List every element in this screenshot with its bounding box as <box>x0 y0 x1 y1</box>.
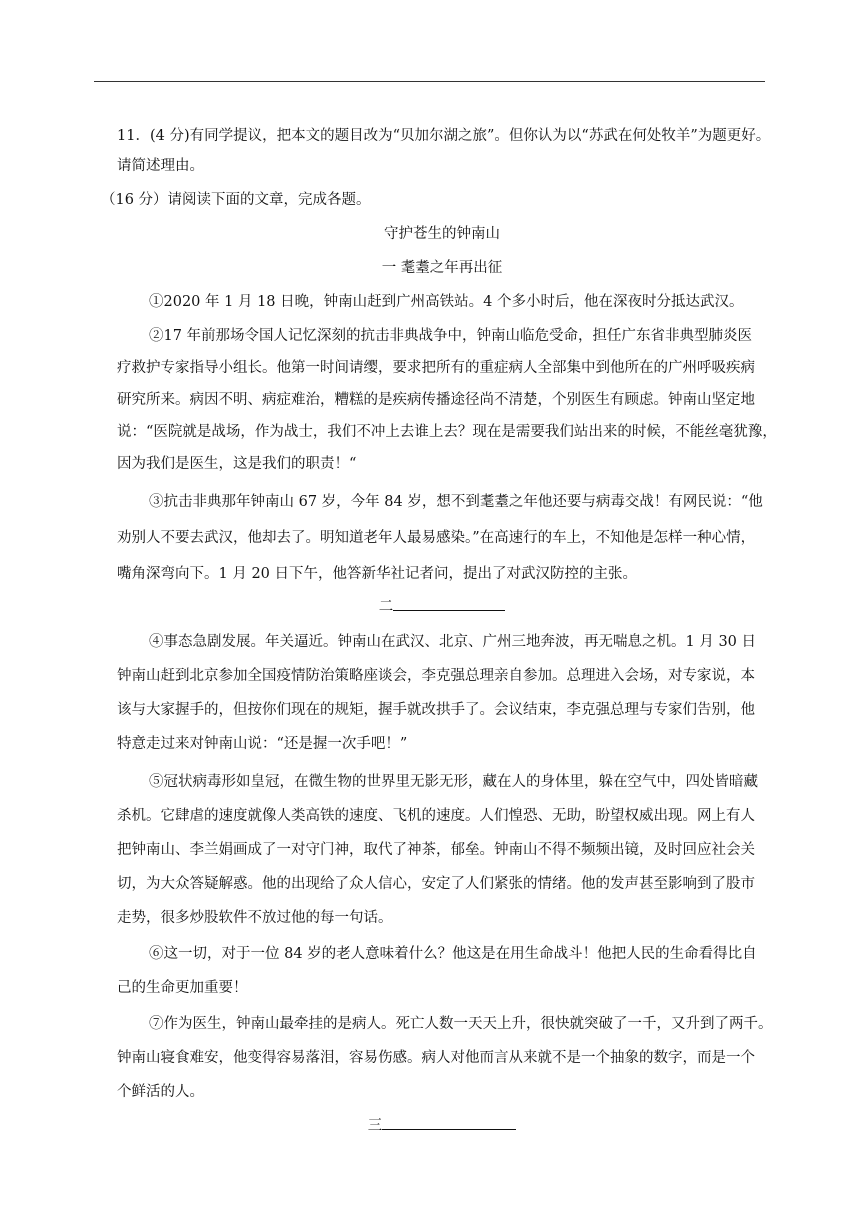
paragraph-3-line: 嘴角深弯向下。1 月 20 日下午，他答新华社记者问，提出了对武汉防控的主张。 <box>117 566 638 582</box>
paragraph-2-line: 说：“医院就是战场，作为战士，我们不冲上去谁上去？现在是需要我们站出来的时候，不能丝毫犹豫， <box>117 424 777 440</box>
part-3-label: 三 <box>367 1118 383 1134</box>
paragraph-6-line: ⑥这一切，对于一位 84 岁的老人意味着什么？他这是在用生命战斗！他把人民的生命看得比自 <box>149 946 757 962</box>
paragraph-7-line: 个鲜活的人。 <box>117 1084 204 1100</box>
paragraph-5-line: 杀机。它肆虐的速度就像人类高铁的速度、飞机的速度。人们惶恐、无助，盼望权威出现。网上有人 <box>117 808 755 824</box>
paragraph-2-line: 研究所来。病因不明、病症难治，糟糕的是疾病传播途径尚不清楚，个别医生有顾虑。钟南山坚定地 <box>117 392 755 408</box>
part-1-heading: 一 耄耋之年再出征 <box>381 260 503 276</box>
article-title: 守护苍生的钟南山 <box>384 226 500 242</box>
paragraph-2-line: 疗救护专家指导小组长。他第一时间请缨，要求把所有的重症病人全部集中到他所在的广州呼吸疾病 <box>117 360 755 376</box>
header-rule <box>94 81 765 82</box>
paragraph-7-line: ⑦作为医生，钟南山最牵挂的是病人。死亡人数一天天上升，很快就突破了一千，又升到了两千。 <box>149 1016 773 1032</box>
question-11-line-1: 11．(4 分)有同学提议，把本文的题目改为“贝加尔湖之旅”。但你认为以“苏武在何处牧羊”为题更好。 <box>117 128 771 144</box>
paragraph-5-line: ⑤冠状病毒形如皇冠，在微生物的世界里无影无形，藏在人的身体里，躲在空气中，四处皆暗藏 <box>149 774 758 790</box>
paragraph-3-line: ③抗击非典那年钟南山 67 岁，今年 84 岁，想不到耄耋之年他还要与病毒交战！有网民说：“他 <box>149 494 763 510</box>
part-2-label: 二 <box>378 599 394 615</box>
paragraph-2-line: ②17 年前那场令国人记忆深刻的抗击非典战争中，钟南山临危受命，担任广东省非典型肺炎医 <box>149 328 753 344</box>
paragraph-4-line: 特意走过来对钟南山说：“还是握一次手吧！” <box>117 736 408 752</box>
section-intro: （16 分）请阅读下面的文章，完成各题。 <box>101 192 371 208</box>
paragraph-1: ①2020 年 1 月 18 日晚，钟南山赶到广州高铁站。4 个多小时后，他在深夜时分抵达武汉。 <box>149 294 744 310</box>
part-2-blank <box>393 596 505 611</box>
paragraph-4-line: 该与大家握手的，但按你们现在的规矩，握手就改拱手了。会议结束，李克强总理与专家们告别，他 <box>117 702 755 718</box>
paragraph-5-line: 把钟南山、李兰娟画成了一对守门神，取代了神茶，郁垒。钟南山不得不频频出镜，及时回应社会关 <box>117 842 755 858</box>
question-11-line-2: 请简述理由。 <box>117 158 204 174</box>
paragraph-5-line: 走势，很多炒股软件不放过他的每一句话。 <box>117 910 393 926</box>
part-3-blank <box>382 1115 516 1130</box>
part-2-heading <box>117 595 767 616</box>
paragraph-6-line: 己的生命更加重要！ <box>117 980 248 996</box>
paragraph-5-line: 切，为大众答疑解惑。他的出现给了众人信心，安定了人们紧张的情绪。他的发声甚至影响到了股市 <box>117 876 755 892</box>
paragraph-7-line: 钟南山寝食难安，他变得容易落泪，容易伤感。病人对他而言从来就不是一个抽象的数字，而是一个 <box>117 1050 755 1066</box>
paragraph-2-line: 因为我们是医生，这是我们的职责！“ <box>117 456 357 472</box>
paragraph-4-line: 钟南山赶到北京参加全国疫情防治策略座谈会，李克强总理亲自参加。总理进入会场，对专家说，本 <box>117 668 755 684</box>
part-3-heading <box>117 1114 767 1135</box>
paragraph-3-line: 劝别人不要去武汉，他却去了。明知道老年人最易感染。”在高速行的车上，不知他是怎样一种心情， <box>117 530 756 546</box>
paragraph-4-line: ④事态急剧发展。年关逼近。钟南山在武汉、北京、广州三地奔波，再无喘息之机。1 月 30 日 <box>149 634 756 650</box>
